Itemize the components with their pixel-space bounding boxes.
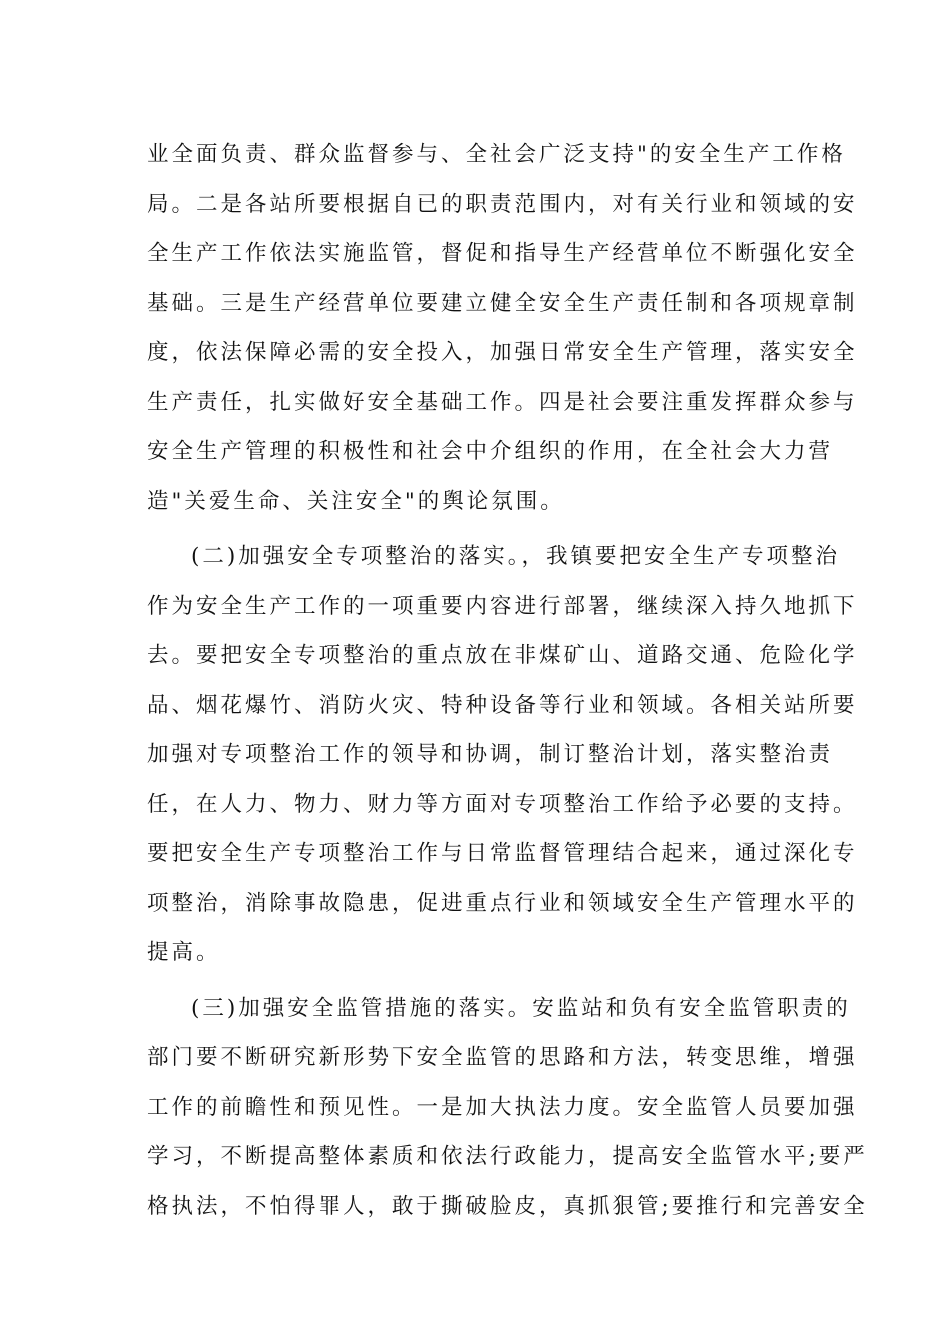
text-line: 格执法，不怕得罪人，敢于撕破脸皮，真抓狠管;要推行和完善安全	[147, 1193, 868, 1219]
text-line: (二)加强安全专项整治的落实。，我镇要把安全生产专项整治	[191, 544, 841, 569]
text-line: 安全生产管理的积极性和社会中介组织的作用，在全社会大力营	[147, 439, 834, 464]
text-line: 度，依法保障必需的安全投入，加强日常安全生产管理，落实安全	[147, 340, 858, 365]
text-line: 作为安全生产工作的一项重要内容进行部署，继续深入持久地抓下	[147, 593, 858, 619]
text-line: 要把安全生产专项整治工作与日常监督管理结合起来，通过深化专	[147, 841, 858, 866]
text-line: 造"关爱生命、关注安全"的舆论氛围。	[147, 488, 565, 514]
text-line: 基础。三是生产经营单位要建立健全安全生产责任制和各项规章制	[147, 290, 858, 316]
paragraph-1	[147, 130, 858, 526]
text-line: 生产责任，扎实做好安全基础工作。四是社会要注重发挥群众参与	[147, 389, 858, 415]
text-line: 业全面负责、群众监督参与、全社会广泛支持"的安全生产工作格	[147, 142, 846, 167]
text-line: 学习，不断提高整体素质和依法行政能力，提高安全监管水平;要严	[147, 1144, 868, 1169]
text-line: 品、烟花爆竹、消防火灾、特种设备等行业和领域。各相关站所要	[147, 692, 858, 718]
text-line: 项整治，消除事故隐患，促进重点行业和领域安全生产管理水平的	[147, 890, 858, 916]
text-line: 任，在人力、物力、财力等方面对专项整治工作给予必要的支持。	[147, 791, 858, 817]
text-line: 去。要把安全专项整治的重点放在非煤矿山、道路交通、危险化学	[147, 643, 858, 668]
text-line: 提高。	[147, 940, 221, 965]
text-line: 加强对专项整治工作的领导和协调，制订整治计划，落实整治责	[147, 742, 834, 767]
text-line: 工作的前瞻性和预见性。一是加大执法力度。安全监管人员要加强	[147, 1094, 858, 1120]
text-line: (三)加强安全监管措施的落实。安监站和负有安全监管职责的	[191, 995, 851, 1021]
text-line: 全生产工作依法实施监管，督促和指导生产经营单位不断强化安全	[147, 241, 858, 266]
paragraph-3	[147, 984, 868, 1232]
document-body	[147, 130, 868, 1231]
text-line: 部门要不断研究新形势下安全监管的思路和方法，转变思维，增强	[147, 1045, 858, 1070]
text-line: 局。二是各站所要根据自已的职责范围内，对有关行业和领域的安	[147, 191, 858, 217]
paragraph-2	[147, 532, 858, 978]
